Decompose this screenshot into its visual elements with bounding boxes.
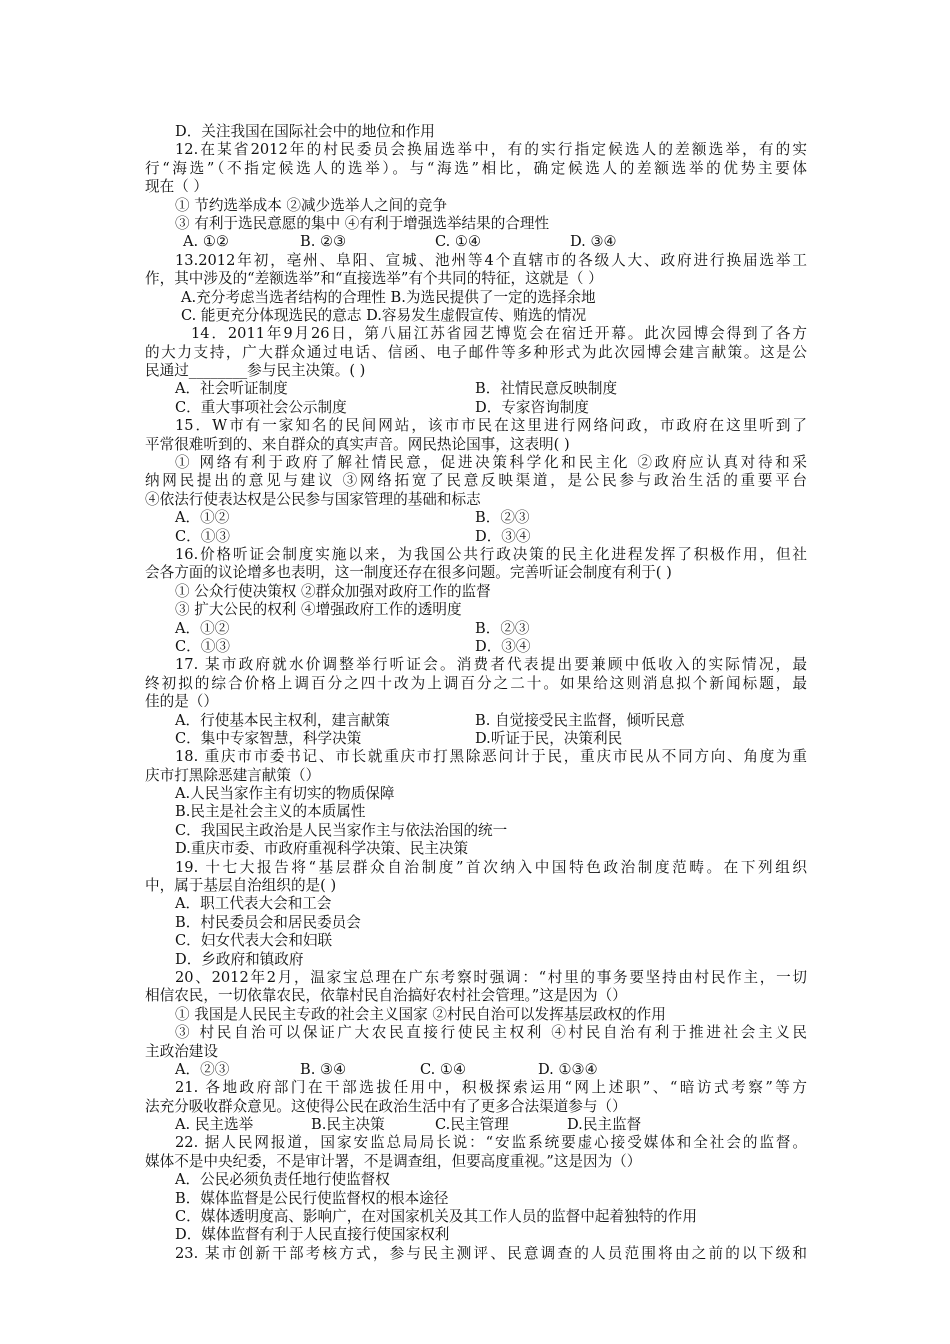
option-d: D.听证于民，决策利民 (475, 729, 623, 747)
option-b: B．媒体监督是公民行使监督权的根本途径 (175, 1189, 449, 1207)
option-a: A.人民当家作主有切实的物质保障 (175, 785, 395, 803)
text-line: 佳的是（） (145, 693, 218, 711)
option-a: A．公民必须负责任地行使监督权 (175, 1171, 390, 1189)
text-line: ③ 村民自治可以保证广大农民直接行使民主权利 ④村民自治有利于推进社会主义民 (175, 1024, 807, 1042)
question-15-stem: 15．W市有一家知名的民间网站，该市市民在这里进行网络问政，市政府在这里听到了 (175, 417, 807, 435)
option-d: D. ③④ (570, 233, 617, 251)
option-d: D．乡政府和镇政府 (175, 950, 304, 968)
option-b: B．村民委员会和居民委员会 (175, 913, 361, 931)
text-line: 民通过________参与民主决策。( ) (145, 362, 366, 380)
option-b: B.民主决策 (311, 1116, 385, 1134)
option-d: D.重庆市委、市政府重视科学决策、民主决策 (175, 840, 469, 858)
question-18-stem: 18. 重庆市市委书记、市长就重庆市打黑除恶问计于民，重庆市民从不同方向、角度为重 (175, 748, 807, 766)
question-21-options (145, 1116, 807, 1134)
option-a: A. 民主选举 (175, 1116, 254, 1134)
option-d: D．专家咨询制度 (475, 398, 589, 416)
question-16-stem: 16.价格听证会制度实施以来，为我国公共行政决策的民主化进程发挥了积极作用，但社 (175, 545, 807, 563)
question-15-options-cd (145, 528, 807, 546)
text-line: 纳网民提出的意见与建议 ③网络拓宽了民意反映渠道，是公民参与政治生活的重要平台 (145, 472, 807, 490)
text-line: ① 公众行使决策权 ②群众加强对政府工作的监督 (175, 582, 491, 600)
question-16-options-ab (145, 620, 807, 638)
text-line: 庆市打黑除恶建言献策（） (145, 766, 321, 784)
option-a: A．①② (175, 619, 230, 637)
text-line: 法充分吸收群众意见。这使得公民在政治生活中有了更多合法渠道参与（） (145, 1097, 627, 1115)
question-14-options-cd (145, 399, 807, 417)
text-line: 会各方面的议论增多也表明，这一制度还存在很多问题。完善听证会制度有利于( ) (145, 564, 672, 582)
question-13-stem: 13.2012年初，亳州、阜阳、宣城、池州等4个直辖市的各级人大、政府进行换届选举工 (175, 251, 807, 269)
text-line: 终初拟的综合价格上调百分之四十改为上调百分之二十。如果给这则消息拟个新闻标题，最 (145, 674, 807, 692)
question-12-stem: 12.在某省2012年的村民委员会换届选举中，有的实行指定候选人的差额选举，有的实 (175, 141, 807, 159)
question-23-stem: 23. 某市创新干部考核方式，参与民主测评、民意调查的人员范围将由之前的以下级和 (175, 1244, 807, 1262)
text-line: 作，其中涉及的“差额选举”和“直接选举”有个共同的特征，这就是（ ） (145, 270, 603, 288)
option-b: B．社情民意反映制度 (475, 380, 618, 398)
option-a: A．①② (175, 509, 230, 527)
option-d: D．媒体监督有利于人民直接行使国家权利 (175, 1226, 450, 1244)
option-b: B. 自觉接受民主监督，倾听民意 (475, 711, 685, 729)
option-b: B．②③ (475, 619, 530, 637)
text-line: 主政治建设 (145, 1042, 218, 1060)
text-line: ③ 扩大公民的权利 ④增强政府工作的透明度 (175, 601, 462, 619)
text-line: 中，属于基层自治组织的是( ) (145, 877, 337, 895)
option-c: C. ①④ (420, 1060, 467, 1078)
option-a: A．职工代表大会和工会 (175, 895, 332, 913)
text-line: 平常很难听到的、来自群众的真实声音。网民热论国事，这表明( ) (145, 435, 570, 453)
option-b: B. ②③ (300, 233, 347, 251)
option-c: C．集中专家智慧，科学决策 (175, 729, 362, 747)
text-line: ③ 有利于选民意愿的集中 ④有利于增强选举结果的合理性 (175, 214, 550, 232)
option-a: A．社会听证制度 (175, 380, 288, 398)
text-line: D．关注我国在国际社会中的地位和作用 (175, 123, 435, 140)
option-c: C．我国民主政治是人民当家作主与依法治国的统一 (175, 821, 508, 839)
text-line: 相信农民，一切依靠农民，依靠村民自治搞好农村社会管理。”这是因为（） (145, 987, 627, 1005)
question-20-stem: 20、2012年2月，温家宝总理在广东考察时强调：“村里的事务要坚持由村民作主，一切 (175, 968, 807, 986)
option-d: D．③④ (475, 637, 531, 655)
text-line: ① 节约选举成本 ②减少选举人之间的竞争 (175, 196, 447, 214)
text-line: 行“海选”（不指定候选人的选举）。与“海选”相比，确定候选人的差额选举的优势主要体 (145, 159, 807, 177)
text-line: ④依法行使表达权是公民参与国家管理的基础和标志 (145, 490, 481, 508)
question-15-options-ab (145, 509, 807, 527)
option-d: D.民主监督 (567, 1116, 642, 1134)
question-17-stem: 17. 某市政府就水价调整举行听证会。消费者代表提出要兼顾中低收入的实际情况，最 (175, 656, 807, 674)
question-14-stem: 14．2011年9月26日，第八届江苏省园艺博览会在宿迁开幕。此次园博会得到了各方 (191, 325, 807, 343)
option-c: C．媒体透明度高、影响广，在对国家机关及其工作人员的监督中起着独特的作用 (175, 1208, 697, 1226)
text-line: C. 能更充分体现选民的意志 D.容易发生虚假宣传、贿选的情况 (181, 306, 587, 324)
option-c: C．妇女代表大会和妇联 (175, 932, 333, 950)
option-a: A．②③ (175, 1060, 230, 1078)
text-line: 的大力支持，广大群众通过电话、信函、电子邮件等多种形式为此次园博会建言献策。这是公 (145, 343, 807, 361)
option-c: C. ①④ (435, 233, 482, 251)
question-17-options-cd (145, 730, 807, 748)
text-line: 媒体不是中央纪委，不是审计署，不是调查组，但要高度重视。”这是因为（） (145, 1152, 642, 1170)
option-d: D. ①③④ (538, 1060, 598, 1078)
option-a: A. ①② (183, 233, 229, 251)
option-d: D．③④ (475, 527, 531, 545)
option-a: A．行使基本民主权利，建言献策 (175, 711, 390, 729)
text-line: ① 网络有利于政府了解社情民意，促进决策科学化和民主化 ②政府应认真对待和采 (175, 454, 807, 472)
question-22-stem: 22. 据人民网报道，国家安监总局局长说：“安监系统要虚心接受媒体和全社会的监督。 (175, 1134, 807, 1152)
text-line: 现在（ ） (145, 178, 209, 196)
option-c: C．重大事项社会公示制度 (175, 398, 347, 416)
document-body (145, 123, 807, 1263)
text-line: ① 我国是人民民主专政的社会主义国家 ②村民自治可以发挥基层政权的作用 (175, 1005, 666, 1023)
question-20-options (145, 1061, 807, 1079)
question-19-stem: 19. 十七大报告将“基层群众自治制度”首次纳入中国特色政治制度范畴。在下列组织 (175, 858, 807, 876)
question-21-stem: 21. 各地政府部门在干部选拔任用中，积极探索运用“网上述职”、“暗访式考察”等方 (175, 1079, 807, 1097)
option-b: B.民主是社会主义的本质属性 (175, 803, 366, 821)
text-line: A.充分考虑当选者结构的合理性 B.为选民提供了一定的选择余地 (181, 288, 596, 306)
option-c: C．①③ (175, 637, 230, 655)
option-c: C．①③ (175, 527, 230, 545)
question-16-options-cd (145, 638, 807, 656)
question-12-options (145, 233, 807, 251)
option-b: B. ③④ (300, 1060, 347, 1078)
question-14-options-ab (145, 380, 807, 398)
question-17-options-ab (145, 712, 807, 730)
option-b: B．②③ (475, 509, 530, 527)
option-c: C.民主管理 (435, 1116, 509, 1134)
